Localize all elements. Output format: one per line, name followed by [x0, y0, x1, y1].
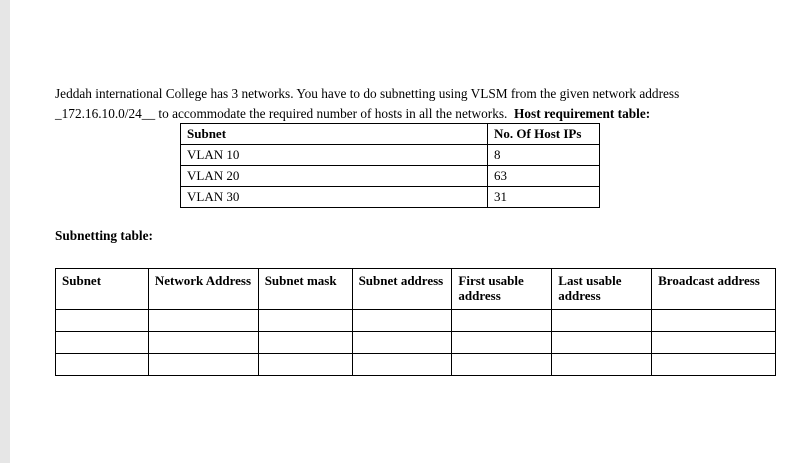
- table-cell[interactable]: [452, 354, 552, 376]
- document-page: [10, 0, 797, 463]
- table-row: [56, 310, 776, 332]
- table-cell[interactable]: [352, 310, 452, 332]
- header-host-ips: No. Of Host IPs: [488, 124, 600, 145]
- cell-subnet[interactable]: VLAN 30: [181, 187, 488, 208]
- table-cell[interactable]: [652, 354, 776, 376]
- table-row: [181, 145, 600, 166]
- cell-subnet[interactable]: VLAN 10: [181, 145, 488, 166]
- table-row: [56, 354, 776, 376]
- table-cell[interactable]: [352, 354, 452, 376]
- host-requirement-heading: Host requirement table:: [514, 106, 651, 121]
- table-cell[interactable]: [552, 310, 652, 332]
- table-cell[interactable]: [56, 310, 149, 332]
- table-cell[interactable]: [148, 310, 258, 332]
- table-cell[interactable]: [148, 332, 258, 354]
- cell-hosts[interactable]: 31: [488, 187, 600, 208]
- table-cell[interactable]: [258, 332, 352, 354]
- header-first-usable: First usable address: [452, 269, 552, 310]
- subnetting-table-heading: Subnetting table:: [55, 228, 153, 243]
- header-last-usable: Last usable address: [552, 269, 652, 310]
- header-subnet: Subnet: [56, 269, 149, 310]
- subnetting-table: [55, 268, 776, 376]
- table-row: [181, 166, 600, 187]
- cell-subnet[interactable]: VLAN 20: [181, 166, 488, 187]
- header-subnet-address: Subnet address: [352, 269, 452, 310]
- host-requirement-table: [180, 123, 600, 208]
- intro-line-2: [55, 104, 755, 124]
- intro-line-1: Jeddah international College has 3 networks. You have to do subnetting using VLSM from the given network address: [55, 86, 680, 101]
- table-cell[interactable]: [452, 310, 552, 332]
- table-cell[interactable]: [56, 354, 149, 376]
- table-cell[interactable]: [452, 332, 552, 354]
- intro-line-2-text: _172.16.10.0/24__ to accommodate the required number of hosts in all the networks.: [55, 106, 508, 121]
- table-cell[interactable]: [56, 332, 149, 354]
- table-cell[interactable]: [352, 332, 452, 354]
- header-network-address: Network Address: [148, 269, 258, 310]
- cell-hosts[interactable]: 8: [488, 145, 600, 166]
- table-cell[interactable]: [258, 310, 352, 332]
- table-header-row: [56, 269, 776, 310]
- cell-hosts[interactable]: 63: [488, 166, 600, 187]
- table-cell[interactable]: [148, 354, 258, 376]
- table-row: [181, 187, 600, 208]
- table-cell[interactable]: [258, 354, 352, 376]
- table-header-row: [181, 124, 600, 145]
- table-cell[interactable]: [552, 354, 652, 376]
- header-subnet: Subnet: [181, 124, 488, 145]
- header-broadcast: Broadcast address: [652, 269, 776, 310]
- intro-paragraph: [55, 84, 755, 124]
- table-row: [56, 332, 776, 354]
- table-cell[interactable]: [652, 310, 776, 332]
- header-subnet-mask: Subnet mask: [258, 269, 352, 310]
- table-cell[interactable]: [652, 332, 776, 354]
- table-cell[interactable]: [552, 332, 652, 354]
